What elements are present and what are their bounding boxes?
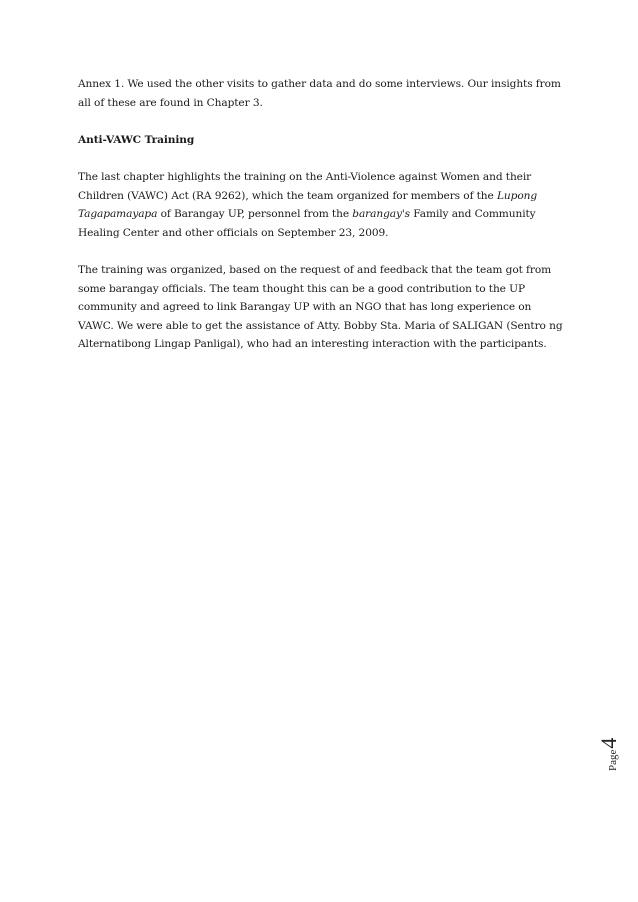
training-text-1: The last chapter highlights the training on the Anti-Violence against Women and their Children (VAWC) Act (RA 9262), which the team organized for members of the xyxy=(78,170,532,202)
training-paragraph xyxy=(78,168,568,242)
training-text-2: of Barangay UP, personnel from the xyxy=(157,208,353,221)
training-text-3: Family and Community Healing Center and other officials on September 23, 2009. xyxy=(78,208,536,239)
section-heading: Anti-VAWC Training xyxy=(78,133,195,146)
page-number-marker xyxy=(596,705,636,771)
document-body xyxy=(78,75,568,373)
training-italic-2: barangay's xyxy=(352,208,410,221)
intro-paragraph: Annex 1. We used the other visits to gather data and do some interviews. Our insights from all of these are found in Chapter 3. xyxy=(78,78,561,109)
page-label: Page xyxy=(607,749,619,771)
training-italic-1: Lupong Tagapamayapa xyxy=(78,189,538,221)
page-number: 4 xyxy=(596,737,621,749)
organization-paragraph: The training was organized, based on the request of and feedback that the team got from some barangay officials. The team thought this can be a good contribution to the UP community and agreed to link Barangay UP with an NGO that has long experience on VAWC. We were able to get the assistance of Atty. Bobby Sta. Maria of SALIGAN (Sentro ng Alternatibong Lingap Panligal), who had an interesting interaction with the participants. xyxy=(78,263,563,351)
